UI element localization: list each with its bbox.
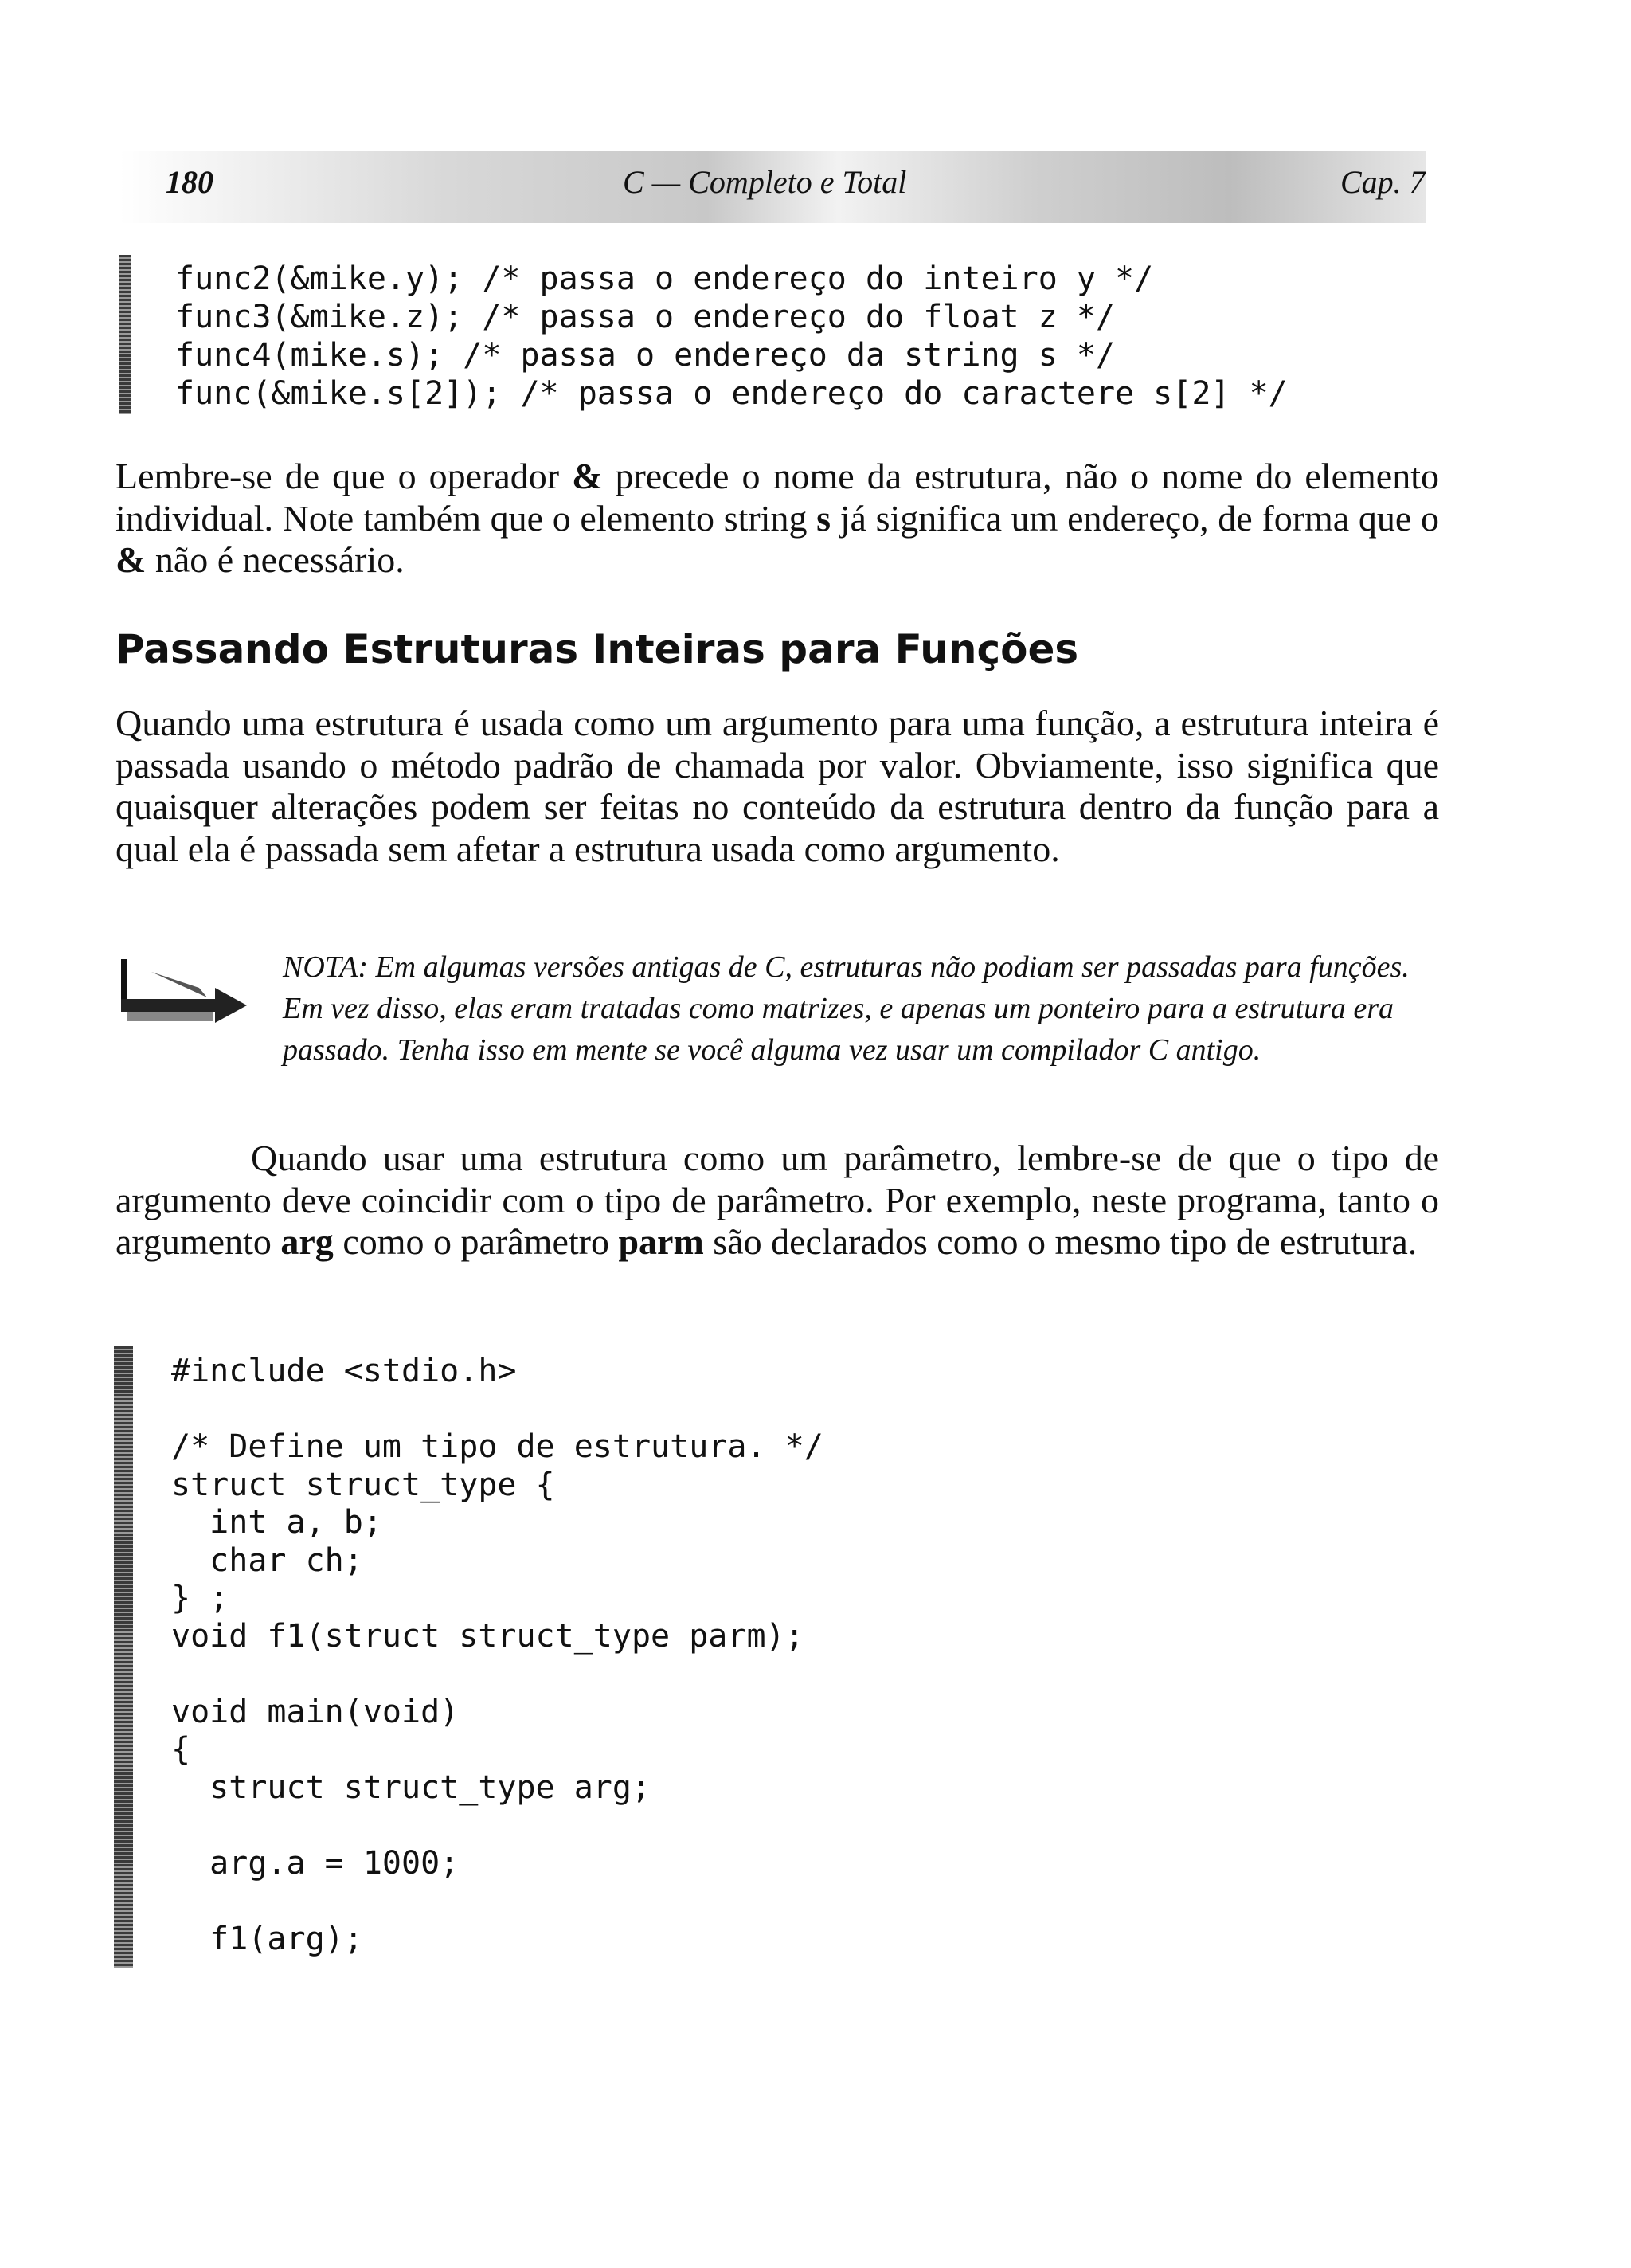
- note-arrow-icon: [119, 956, 255, 1052]
- code-line: func(&mike.s[2]); /* passa o endereço do caractere s[2] */: [175, 375, 1288, 412]
- section-heading: Passando Estruturas Inteiras para Funções: [115, 626, 1079, 672]
- code-line: func4(mike.s); /* passa o endereço da string s */: [175, 337, 1116, 374]
- page-number: 180: [166, 164, 213, 200]
- code-line: f1(arg);: [171, 1920, 363, 1957]
- code-line: void f1(struct struct_type parm);: [171, 1617, 804, 1655]
- code-line: #include <stdio.h>: [171, 1353, 517, 1389]
- note-label: NOTA:: [283, 950, 368, 984]
- code-block-2: [171, 1353, 823, 1958]
- chapter-label: Cap. 7: [1340, 164, 1426, 200]
- code-line: struct struct_type {: [171, 1466, 555, 1503]
- code-line: struct struct_type arg;: [171, 1769, 651, 1806]
- code-line: char ch;: [171, 1541, 363, 1579]
- book-title: C — Completo e Total: [623, 164, 907, 200]
- paragraph-parameter-type: Quando usar uma estrutura como um parâmetro, lembre-se de que o tipo de argumento deve coincidir com o tipo de parâmetro. Por exemplo, neste programa, tanto o argumento arg como o parâmetro parm são declarados como o mesmo tipo de estrutura.: [115, 1138, 1439, 1262]
- code-line: void main(void): [171, 1693, 460, 1730]
- note-box: [283, 946, 1433, 1071]
- code-line: func3(&mike.z); /* passa o endereço do float z */: [175, 299, 1116, 335]
- code-line: } ;: [171, 1580, 229, 1616]
- paragraph-operator-note: Lembre-se de que o operador & precede o nome da estrutura, não o nome do elemento individual. Note também que o elemento string s já significa um endereço, de forma que o & não é necessário.: [115, 456, 1439, 580]
- note-text: Em algumas versões antigas de C, estruturas não podiam ser passadas para funções. Em vez disso, elas eram tratadas como matrizes, e apenas um ponteiro para a estrutura era passado. Tenha isso em mente se você alguma vez usar um compilador C antigo.: [283, 950, 1410, 1067]
- code-margin-bar: [119, 255, 131, 414]
- code-line: func2(&mike.y); /* passa o endereço do inteiro y */: [175, 260, 1154, 297]
- code-line: int a, b;: [171, 1504, 382, 1541]
- paragraph-call-by-value: Quando uma estrutura é usada como um argumento para uma função, a estrutura inteira é passada usando o método padrão de chamada por valor. Obviamente, isso significa que quaisquer alterações podem ser feitas no conteúdo da estrutura dentro da função para a qual ela é passada sem afetar a estrutura usada como argumento.: [115, 703, 1439, 869]
- code-line: arg.a = 1000;: [171, 1844, 460, 1882]
- code-line: {: [171, 1731, 191, 1768]
- code-margin-bar: [114, 1346, 133, 1968]
- code-line: /* Define um tipo de estrutura. */: [171, 1428, 823, 1465]
- code-block-1: [175, 260, 1288, 413]
